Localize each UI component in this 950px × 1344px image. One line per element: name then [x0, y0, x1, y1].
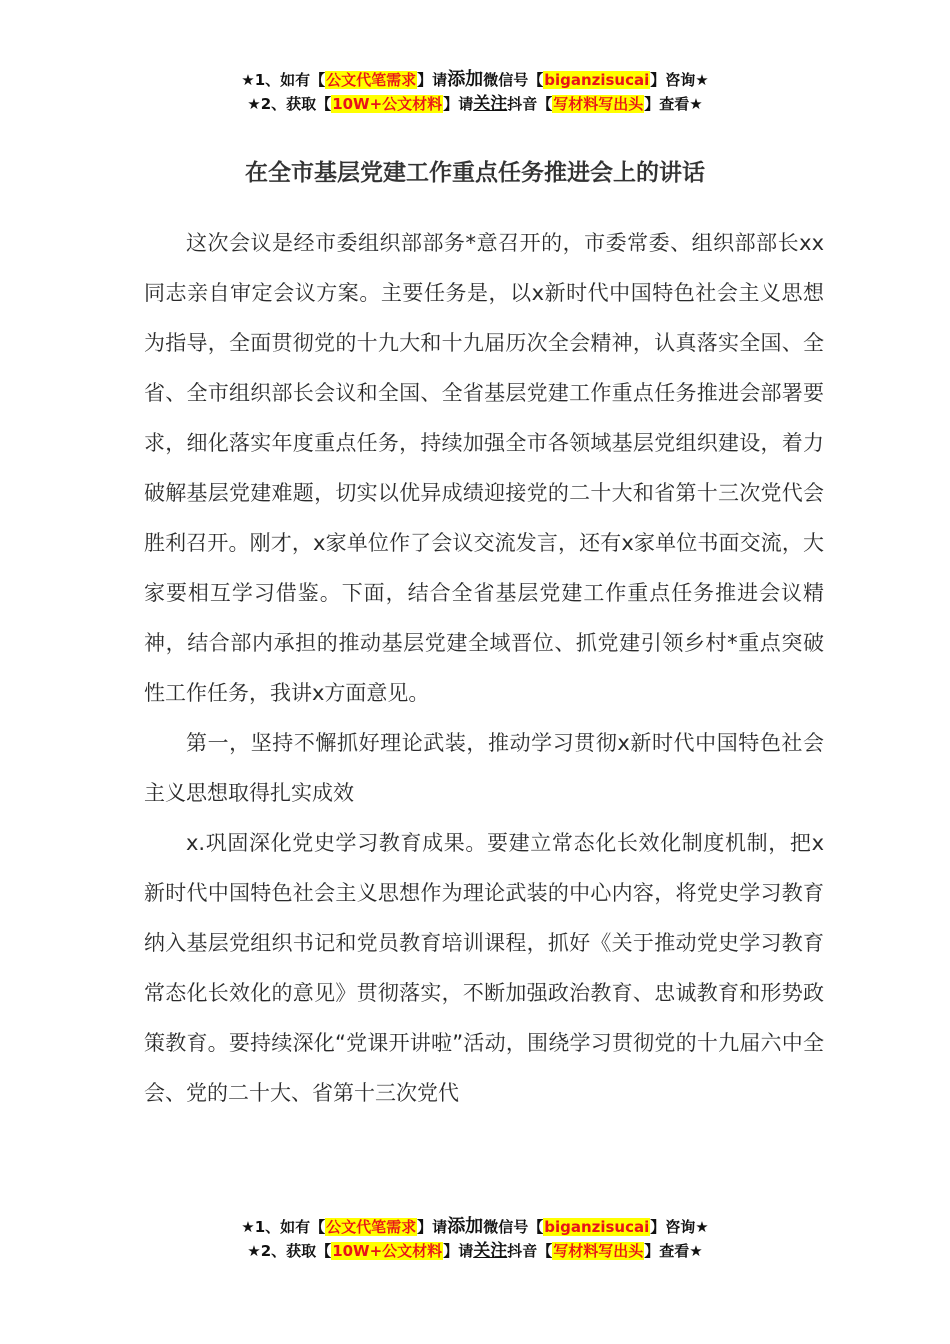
- banner-highlight: 公文代笔需求: [326, 1218, 417, 1236]
- banner-text: 】请: [417, 1218, 448, 1236]
- banner-text: ★1、如有【: [241, 1218, 326, 1236]
- banner-text: 】请: [443, 95, 474, 113]
- header-banner: [0, 68, 950, 116]
- paragraph: x.巩固深化党史学习教育成果。要建立常态化长效化制度机制，把x新时代中国特色社会主义思想作为理论武装的中心内容，将党史学习教育纳入基层党组织书记和党员教育培训课程，抓好《关于推动党史学习教育常态化长效化的意见》贯彻落实，不断加强政治教育、忠诚教育和形势政策教育。要持续深化“党课开讲啦”活动，围绕学习贯彻党的十九届六中全会、党的二十大、省第十三次党代: [144, 831, 824, 1105]
- banner-text: 抖音【: [507, 95, 553, 113]
- banner-highlight: biganzisucai: [544, 71, 650, 89]
- banner-emphasis: 关注: [473, 94, 508, 114]
- banner-line-1: [0, 1215, 950, 1239]
- banner-text: 微信号【: [483, 71, 544, 89]
- banner-highlight: 写材料写出头: [553, 1242, 644, 1260]
- banner-text: 】咨询★: [650, 71, 709, 89]
- section-heading: 第一，坚持不懈抓好理论武装，推动学习贯彻x新时代中国特色社会主义思想取得扎实成效: [144, 731, 824, 805]
- banner-highlight: 公文代笔需求: [326, 71, 417, 89]
- banner-text: ★2、获取【: [247, 95, 332, 113]
- banner-emphasis: 添加: [447, 1216, 484, 1237]
- banner-highlight: biganzisucai: [544, 1218, 650, 1236]
- banner-text: ★1、如有【: [241, 71, 326, 89]
- banner-text: 】咨询★: [650, 1218, 709, 1236]
- document-body: [144, 218, 824, 1118]
- banner-line-2: [0, 92, 950, 116]
- banner-emphasis: 关注: [473, 1241, 508, 1261]
- banner-text: 抖音【: [507, 1242, 553, 1260]
- banner-text: 】请: [417, 71, 448, 89]
- banner-text: 微信号【: [483, 1218, 544, 1236]
- banner-text: ★2、获取【: [247, 1242, 332, 1260]
- banner-line-1: [0, 68, 950, 92]
- banner-highlight: 写材料写出头: [553, 95, 644, 113]
- banner-highlight: 10W+公文材料: [332, 95, 443, 113]
- banner-line-2: [0, 1239, 950, 1263]
- paragraph: 这次会议是经市委组织部部务*意召开的，市委常委、组织部部长xx同志亲自审定会议方案。主要任务是，以x新时代中国特色社会主义思想为指导，全面贯彻党的十九大和十九届历次全会精神，认真落实全国、全省、全市组织部长会议和全国、全省基层党建工作重点任务推进会部署要求，细化落实年度重点任务，持续加强全市各领域基层党组织建设，着力破解基层党建难题，切实以优异成绩迎接党的二十大和省第十三次党代会胜利召开。刚才，x家单位作了会议交流发言，还有x家单位书面交流，大家要相互学习借鉴。下面，结合全省基层党建工作重点任务推进会议精神，结合部内承担的推动基层党建全域晋位、抓党建引领乡村*重点突破性工作任务，我讲x方面意见。: [144, 231, 824, 705]
- banner-emphasis: 添加: [447, 69, 484, 90]
- banner-text: 】查看★: [644, 1242, 703, 1260]
- document-title: 在全市基层党建工作重点任务推进会上的讲话: [245, 160, 705, 186]
- banner-text: 】查看★: [644, 95, 703, 113]
- footer-banner: [0, 1215, 950, 1263]
- banner-highlight: 10W+公文材料: [332, 1242, 443, 1260]
- banner-text: 】请: [443, 1242, 474, 1260]
